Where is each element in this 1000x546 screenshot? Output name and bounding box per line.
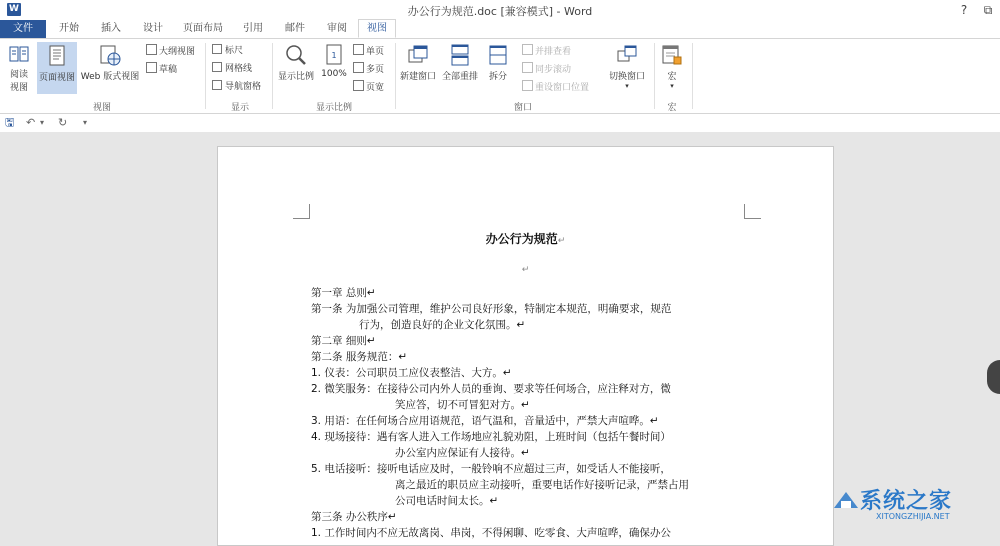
watermark-site: XITONGZHIJIA.NET [876, 512, 950, 521]
document-title-text: 办公行为规范 [485, 232, 558, 246]
reset-window-position-button[interactable] [522, 80, 589, 94]
print-layout-icon [46, 44, 68, 68]
switch-windows-icon [615, 43, 639, 67]
reset-position-icon [522, 80, 533, 91]
scroll-thumb[interactable] [987, 360, 1000, 394]
document-line: 3. 用语：在任何场合应用语规范，语气温和，音量适中，严禁大声喧哗。↵ [311, 415, 659, 427]
page-width-label: 页宽 [366, 83, 385, 93]
split-button[interactable] [482, 43, 514, 97]
document-line: 第二章 细则↵ [311, 335, 376, 347]
outline-label: 大纲视图 [159, 47, 196, 57]
ribbon-tabs [0, 20, 1000, 38]
svg-text:1: 1 [331, 51, 337, 60]
document-line: 公司电话时间太长。↵ [395, 495, 499, 507]
zoom-100-icon [323, 43, 345, 67]
document-title [218, 230, 833, 247]
redo-icon[interactable]: ↻ [58, 116, 68, 129]
watermark [830, 484, 1000, 530]
one-page-button[interactable] [353, 44, 384, 58]
undo-icon[interactable]: ↶ [26, 116, 36, 129]
synchronous-scrolling-button[interactable] [522, 62, 571, 76]
read-mode-icon [8, 43, 30, 65]
macros-group-label: 宏 [667, 103, 677, 113]
tab-mailings[interactable]: 邮件 [285, 23, 305, 34]
document-line: 1. 工作时间内不应无故离岗、串岗，不得闲聊、吃零食、大声喧哗，确保办公 [311, 527, 671, 539]
group-divider [272, 43, 273, 109]
draft-label: 草稿 [159, 65, 178, 75]
multiple-pages-label: 多页 [366, 65, 385, 75]
window-group-label: 窗口 [513, 103, 532, 113]
read-mode-label-1: 阅读 [9, 70, 28, 80]
document-line: 第二条 服务规范：↵ [311, 351, 408, 363]
split-label: 拆分 [488, 72, 507, 82]
views-group-label: 视图 [92, 103, 111, 113]
zoom-label: 显示比例 [277, 72, 314, 82]
document-line: 1. 仪表：公司职员工应仪表整洁、大方。↵ [311, 367, 512, 379]
document-line: 第一条 为加强公司管理，维护公司良好形象，特制定本规范，明确要求，规范 [311, 303, 672, 315]
draft-button[interactable] [146, 62, 177, 76]
zoom-100-button[interactable] [319, 43, 349, 97]
web-layout-icon [98, 43, 122, 67]
gridlines-label: 网格线 [225, 64, 253, 74]
ruler-check-icon [212, 44, 222, 54]
margin-corner-mark [744, 204, 761, 219]
paragraph-mark: ↵ [557, 236, 566, 246]
document-line: 5. 电话接听：接听电话应及时，一般铃响不应超过三声，如受话人不能接听， [311, 463, 671, 475]
margin-corner-mark [293, 204, 310, 219]
dropdown-arrow-icon: ▾ [670, 82, 674, 90]
side-by-side-label: 并排查看 [535, 47, 572, 57]
side-by-side-icon [522, 44, 533, 55]
zoom-group-label: 显示比例 [315, 103, 352, 113]
tab-view[interactable]: 视图 [358, 19, 396, 38]
magnifier-icon [284, 43, 308, 67]
document-page[interactable] [217, 146, 834, 546]
watermark-brand: 系统之家 [860, 489, 953, 514]
document-line: 第一章 总则↵ [311, 287, 376, 299]
one-page-label: 单页 [366, 47, 385, 57]
save-icon[interactable]: 🖫 [5, 116, 15, 129]
empty-paragraph-mark: ↵ [521, 265, 530, 275]
split-icon [486, 43, 510, 67]
draft-icon [146, 62, 157, 73]
nav-pane-label: 导航窗格 [225, 82, 262, 92]
dropdown-arrow-icon: ▾ [625, 82, 629, 90]
outline-icon [146, 44, 157, 55]
sync-scroll-icon [522, 62, 533, 73]
title-bar [0, 0, 1000, 20]
document-line: 办公室内应保证有人接待。↵ [395, 447, 530, 459]
print-layout-label: 页面视图 [38, 73, 75, 83]
tab-references[interactable]: 引用 [243, 23, 263, 34]
page-width-button[interactable] [353, 80, 384, 94]
page-width-icon [353, 80, 364, 91]
undo-dropdown-icon[interactable]: ▾ [40, 118, 45, 127]
tab-review[interactable]: 审阅 [327, 23, 347, 34]
view-side-by-side-button[interactable] [522, 44, 571, 58]
one-page-icon [353, 44, 364, 55]
document-line: 4. 现场接待：遇有客人进入工作场地应礼貌劝阻，上班时间（包括午餐时间） [311, 431, 671, 443]
tab-file[interactable]: 文件 [0, 20, 46, 38]
group-divider [654, 43, 655, 109]
ribbon-view [0, 38, 1000, 114]
show-group-label: 显示 [230, 103, 249, 113]
tab-page-layout[interactable]: 页面布局 [183, 23, 223, 34]
multiple-pages-icon [353, 62, 364, 73]
web-layout-button[interactable] [78, 43, 142, 97]
arrange-all-button[interactable] [440, 43, 480, 97]
navigation-pane-checkbox[interactable] [212, 80, 261, 94]
group-divider [395, 43, 396, 109]
macros-button[interactable] [656, 43, 688, 99]
arrange-all-label: 全部重排 [441, 72, 478, 82]
read-mode-label-2: 视图 [9, 83, 28, 93]
quick-access-toolbar [0, 114, 1000, 132]
ruler-label: 标尺 [225, 46, 244, 56]
word-app-icon[interactable]: W [7, 3, 21, 16]
print-layout-button[interactable] [37, 42, 77, 94]
nav-pane-check-icon [212, 80, 222, 90]
document-line: 行为，创造良好的企业文化氛围。↵ [359, 319, 526, 331]
new-window-button[interactable] [398, 43, 438, 97]
zoom-button[interactable] [276, 43, 316, 97]
outline-button[interactable] [146, 44, 195, 58]
customize-qat-icon[interactable]: ▾ [83, 118, 88, 127]
document-line: 第三条 办公秩序↵ [311, 511, 397, 523]
help-button[interactable]: ? [960, 3, 968, 17]
sync-scroll-label: 同步滚动 [535, 65, 572, 75]
watermark-logo-icon [832, 490, 860, 512]
document-line: 离之最近的职员应主动接听，重要电话作好接听记录，严禁占用 [395, 479, 689, 491]
macros-label: 宏 [667, 72, 677, 82]
restore-button[interactable]: ⧉ [983, 3, 993, 17]
macro-icon [660, 43, 684, 67]
document-line: 笑应答，切不可冒犯对方。↵ [395, 399, 530, 411]
gridlines-checkbox[interactable] [212, 62, 252, 76]
read-mode-button[interactable] [2, 43, 36, 97]
window-title: 办公行为规范.doc [兼容模式] - Word [407, 5, 593, 18]
document-line: 2. 微笑服务：在接待公司内外人员的垂询、要求等任何场合，应注释对方，微 [311, 383, 671, 395]
arrange-all-icon [448, 43, 472, 67]
zoom-100-label: 100% [321, 69, 347, 79]
group-divider [692, 43, 693, 109]
tab-design[interactable]: 设计 [143, 23, 163, 34]
ruler-checkbox[interactable] [212, 44, 243, 58]
switch-windows-label: 切换窗口 [608, 72, 645, 82]
new-window-label: 新建窗口 [399, 72, 436, 82]
tab-insert[interactable]: 插入 [101, 23, 121, 34]
reset-position-label: 重设窗口位置 [535, 83, 590, 93]
switch-windows-button[interactable] [604, 43, 650, 99]
tab-home[interactable]: 开始 [59, 23, 79, 34]
gridlines-check-icon [212, 62, 222, 72]
group-divider [205, 43, 206, 109]
web-layout-label: Web 版式视图 [80, 72, 140, 82]
new-window-icon [406, 43, 430, 67]
multiple-pages-button[interactable] [353, 62, 384, 76]
